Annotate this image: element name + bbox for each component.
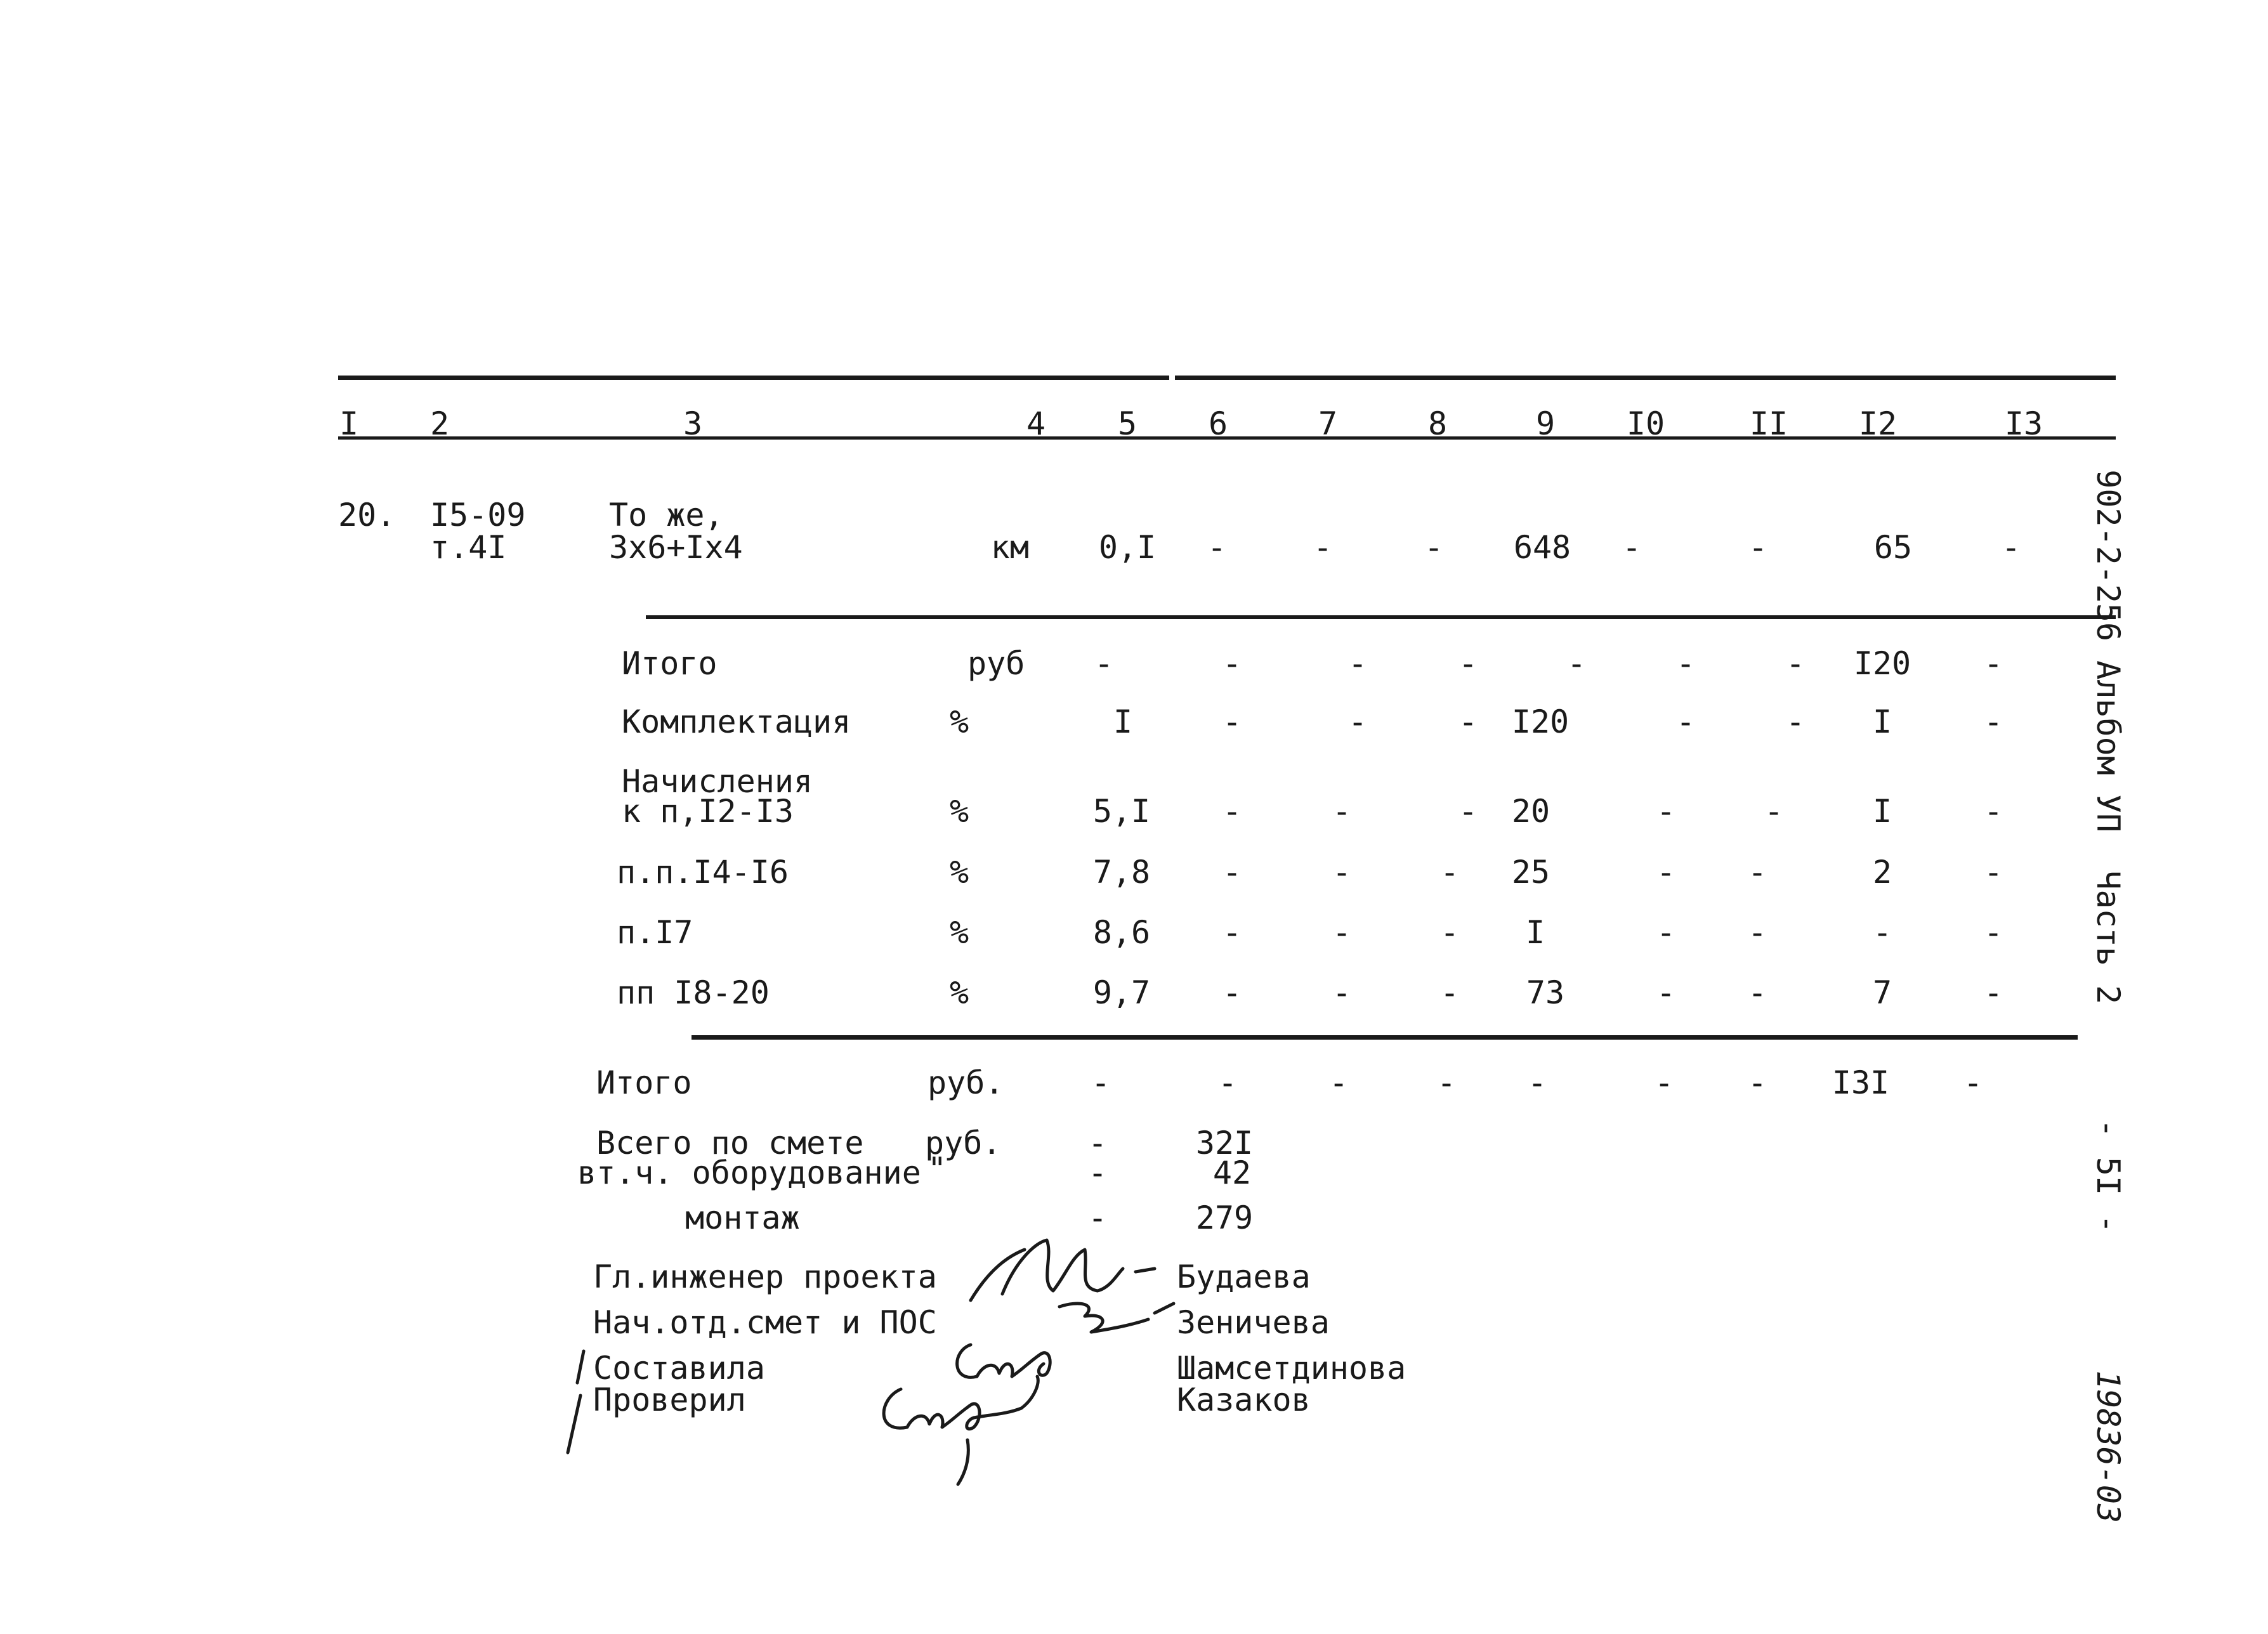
item-col7: - [1313,529,1333,566]
summary-equip-dash: - [1087,1154,1108,1191]
summary-total-value: 32I [1195,1125,1254,1161]
row-label: п.I7 [617,914,693,951]
row-col9: I20 [1511,703,1570,740]
row-unit: руб [967,645,1025,682]
col-header-4: 4 [1026,405,1046,442]
row-col10: - [1675,645,1696,682]
archive-number: 19836-03 [2090,1370,2127,1524]
row-unit: % [950,793,969,830]
col-header-5: 5 [1117,405,1137,442]
signature-role-checked: Проверил [593,1382,746,1418]
row-col9: 20 [1511,793,1550,830]
item-rule [646,615,2116,619]
total-col5: - [1091,1064,1111,1101]
row-col7: - [1332,914,1352,951]
row-col12: I [1872,703,1892,740]
col-header-1: I [339,405,359,442]
row-col10: - [1656,974,1676,1011]
row-col11: - [1747,854,1767,891]
row-col8: - [1458,793,1478,830]
row-col7: - [1332,854,1352,891]
total-rule [692,1035,2078,1040]
top-rule-right [1175,376,2116,380]
row-col12: I [1872,793,1892,830]
summary-total-label: Всего по смете [596,1125,864,1161]
row-col8: - [1458,703,1478,740]
row-col10: - [1656,914,1676,951]
row-col12: I20 [1853,645,1911,682]
item-col11: - [1748,529,1768,566]
row-col5: 7,8 [1092,854,1151,891]
item-spec: 3х6+Iх4 [609,529,743,566]
item-number: 20. [338,497,396,533]
total-col7: - [1328,1064,1349,1101]
row-col5: - [1094,645,1114,682]
row-unit: % [950,914,969,951]
item-col5: 0,I [1098,529,1157,566]
row-col6: - [1222,974,1242,1011]
item-unit: км [990,529,1029,566]
row-col5: I [1113,703,1133,740]
row-col13: - [1983,914,2003,951]
col-header-6: 6 [1208,405,1228,442]
total-col6: - [1217,1064,1238,1101]
signature-role-chief-engineer: Гл.инженер проекта [593,1258,937,1295]
row-col5: 9,7 [1092,974,1151,1011]
row-col8: - [1458,645,1478,682]
row-col9: 73 [1526,974,1565,1011]
row-unit: % [950,703,969,740]
row-col13: - [1983,703,2003,740]
row-col11: - [1747,974,1767,1011]
row-col9: I [1525,914,1545,951]
row-col8: - [1439,974,1460,1011]
item-col6: - [1207,529,1227,566]
col-header-3: 3 [683,405,703,442]
row-label: Начисления [622,763,813,800]
total-col9: - [1527,1064,1547,1101]
signature-role-department-head: Нач.отд.смет и ПОС [593,1304,937,1341]
row-col10: - [1656,854,1676,891]
row-col6: - [1222,645,1242,682]
margin-archive-number [2092,1332,2156,1523]
row-label: Итого [622,645,718,682]
row-col7: - [1347,703,1368,740]
signature-name-compiled: Шамсетдинова [1177,1350,1406,1387]
item-name: То же, [609,497,724,533]
total-label: Итого [596,1064,692,1101]
row-label: пп I8-20 [617,974,770,1011]
row-col9: - [1566,645,1587,682]
total-col13: - [1963,1064,1983,1101]
summary-equip-unit: " [928,1151,947,1187]
row-col9: 25 [1511,854,1550,891]
row-col6: - [1222,703,1242,740]
signature-name-checked: Казаков [1177,1382,1311,1418]
summary-equip-value: 42 [1212,1154,1252,1191]
row-col8: - [1439,854,1460,891]
row-col13: - [1983,645,2003,682]
col-header-2: 2 [429,405,450,442]
row-col11: - [1764,793,1784,830]
item-col13: - [2001,529,2021,566]
row-col11: - [1785,645,1806,682]
col-header-8: 8 [1427,405,1448,442]
summary-equip-label: вт.ч. оборудование [577,1154,921,1191]
summary-mount-dash: - [1087,1199,1108,1236]
row-label-sub: к п,I2-I3 [622,793,794,830]
item-code: I5-09 [430,497,526,533]
page-number: - 5I - [2090,1118,2127,1234]
row-col11: - [1785,703,1806,740]
row-col7: - [1332,793,1352,830]
row-col10: - [1656,793,1676,830]
row-label: Комплектация [622,703,851,740]
total-col8: - [1436,1064,1457,1101]
summary-mount-value: 279 [1195,1199,1254,1236]
col-header-13: I3 [2004,405,2043,442]
signature-name-chief-engineer: Будаева [1177,1258,1311,1295]
item-col9: 648 [1513,529,1571,566]
row-col6: - [1222,793,1242,830]
col-header-7: 7 [1318,405,1338,442]
row-col13: - [1983,793,2003,830]
row-col10: - [1675,703,1696,740]
row-col13: - [1983,974,2003,1011]
total-col10: - [1654,1064,1674,1101]
total-unit: руб. [928,1064,1004,1101]
row-unit: % [950,974,969,1011]
col-header-11: II [1749,405,1788,442]
row-col5: 8,6 [1092,914,1151,951]
document-reference: 902-2-256 Альбом УП Часть 2 [2090,469,2127,1005]
row-col7: - [1332,974,1352,1011]
summary-total-dash: - [1087,1125,1108,1161]
row-unit: % [950,854,969,891]
row-col6: - [1222,914,1242,951]
item-code-table: т.4I [430,529,507,566]
signature-role-compiled: Составила [593,1350,765,1387]
row-col11: - [1747,914,1767,951]
margin-document-reference [2092,431,2156,1233]
item-col10: - [1622,529,1642,566]
row-col7: - [1347,645,1368,682]
row-col8: - [1439,914,1460,951]
col-header-10: I0 [1626,405,1665,442]
summary-mount-label: монтаж [685,1199,800,1236]
total-col11: - [1747,1064,1767,1101]
row-col13: - [1983,854,2003,891]
item-col12: 65 [1873,529,1913,566]
col-header-12: I2 [1858,405,1898,442]
row-label: п.п.I4-I6 [617,854,789,891]
total-col12: I3I [1832,1064,1890,1101]
signature-name-department-head: Зеничева [1177,1304,1330,1341]
margin-slash-marks [558,1345,596,1459]
col-header-9: 9 [1535,405,1556,442]
row-col5: 5,I [1092,793,1151,830]
top-rule-left [338,376,1169,380]
row-col12: 2 [1872,854,1892,891]
row-col12: 7 [1872,974,1892,1011]
row-col6: - [1222,854,1242,891]
summary-total-unit: руб. [925,1125,1002,1161]
item-col8: - [1424,529,1444,566]
row-col12: - [1872,914,1892,951]
handwritten-signature-checked [869,1364,1072,1491]
